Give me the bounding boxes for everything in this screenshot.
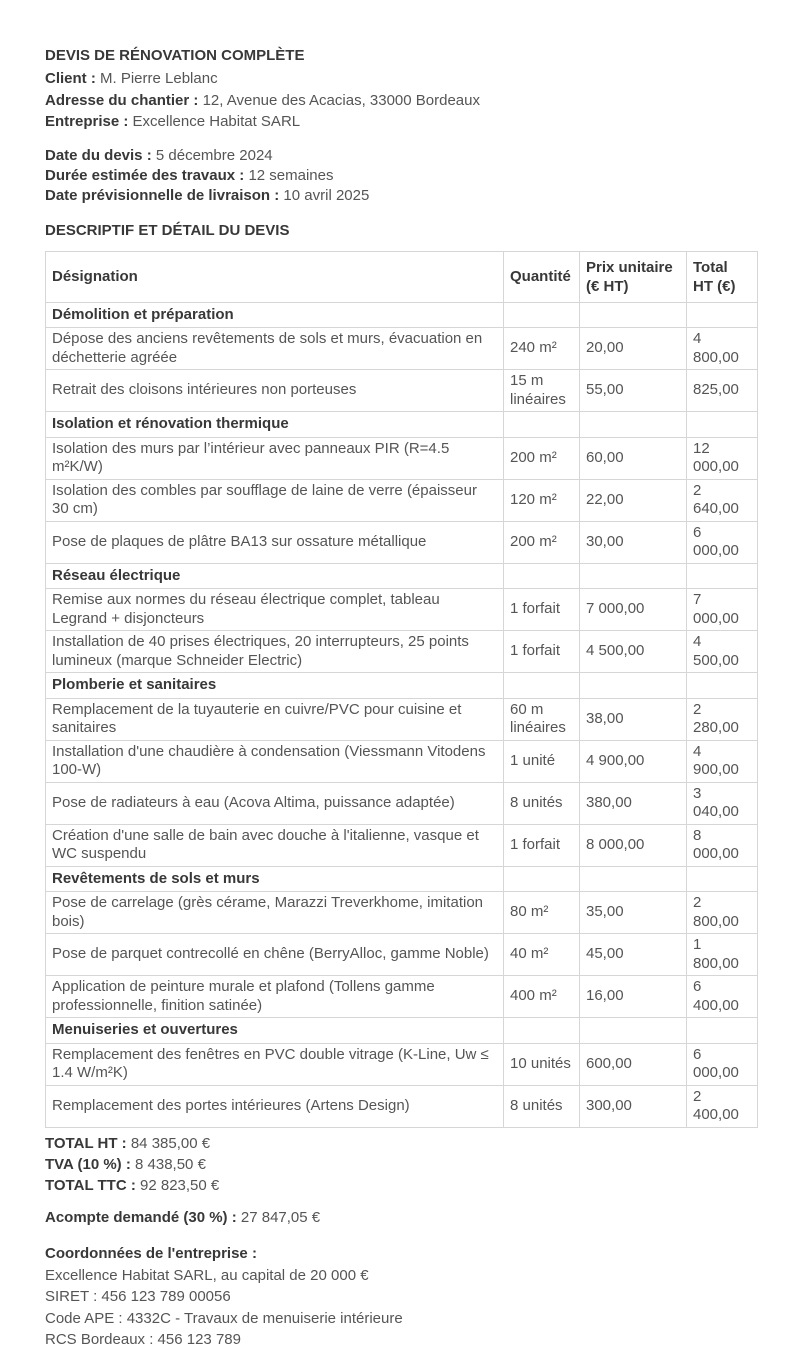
empty-cell [580,866,687,892]
unit-price-cell: 380,00 [580,782,687,824]
deposit-label: Acompte demandé (30 %) : [45,1208,237,1226]
designation-cell: Dépose des anciens revêtements de sols et murs, évacuation en déchetterie agréée [46,328,504,370]
designation-cell: Isolation des murs par l’intérieur avec panneaux PIR (R=4.5 m²K/W) [46,437,504,479]
quote-date-value: 5 décembre 2024 [155,146,273,164]
contractor-label: Entreprise : [45,113,129,130]
designation-cell: Remplacement de la tuyauterie en cuivre/PVC pour cuisine et sanitaires [46,698,504,740]
client-value: M. Pierre Leblanc [100,70,218,87]
tva-value: 8 438,50 € [135,1155,206,1173]
total-cell: 2 640,00 [687,479,758,521]
item-row [46,824,758,866]
section-row [46,1018,758,1044]
quote-table-body [46,302,758,1127]
item-row [46,479,758,521]
quote-table-header [46,251,758,302]
quote-date-line [45,146,756,166]
empty-cell [580,302,687,328]
empty-cell [687,866,758,892]
quantity-cell: 80 m² [504,892,580,934]
quantity-cell: 200 m² [504,437,580,479]
company-block [45,1243,756,1351]
header-row [46,251,758,302]
total-cell: 4 900,00 [687,740,758,782]
quantity-cell: 8 unités [504,1085,580,1127]
designation-cell: Remise aux normes du réseau électrique complet, tableau Legrand + disjoncteurs [46,589,504,631]
total-ht-label: TOTAL HT : [45,1134,127,1152]
item-row [46,934,758,976]
site-address-value: 12, Avenue des Acacias, 33000 Bordeaux [202,91,480,109]
col-header-quantity: Quantité [504,251,580,302]
item-row [46,589,758,631]
deposit-line [45,1207,756,1229]
quantity-cell: 1 forfait [504,631,580,673]
total-cell: 2 400,00 [687,1085,758,1127]
empty-cell [504,302,580,328]
total-cell: 2 800,00 [687,892,758,934]
total-cell: 4 500,00 [687,631,758,673]
unit-price-cell: 7 000,00 [580,589,687,631]
total-cell: 3 040,00 [687,782,758,824]
total-ht-value: 84 385,00 € [130,1134,211,1152]
item-row [46,976,758,1018]
total-ttc-label: TOTAL TTC : [45,1176,136,1194]
item-row [46,698,758,740]
company-siret-line: SIRET : 456 123 789 00056 [45,1288,231,1305]
section-title-cell: Isolation et rénovation thermique [46,412,504,438]
client-label: Client : [45,70,96,87]
empty-cell [687,1018,758,1044]
empty-cell [687,302,758,328]
total-cell: 6 400,00 [687,976,758,1018]
designation-cell: Installation d'une chaudière à condensation (Viessmann Vitodens 100-W) [46,740,504,782]
designation-cell: Remplacement des portes intérieures (Artens Design) [46,1085,504,1127]
unit-price-cell: 8 000,00 [580,824,687,866]
unit-price-cell: 30,00 [580,521,687,563]
tva-label: TVA (10 %) : [45,1155,131,1173]
section-title-cell: Menuiseries et ouvertures [46,1018,504,1044]
unit-price-cell: 4 500,00 [580,631,687,673]
designation-cell: Pose de radiateurs à eau (Acova Altima, puissance adaptée) [46,782,504,824]
col-header-designation: Désignation [46,251,504,302]
unit-price-cell: 38,00 [580,698,687,740]
quantity-cell: 1 forfait [504,589,580,631]
company-capital-line: Excellence Habitat SARL, au capital de 20 000 € [45,1266,369,1284]
item-row [46,328,758,370]
duration-value: 12 semaines [248,166,334,184]
item-row [46,370,758,412]
empty-cell [687,412,758,438]
unit-price-cell: 45,00 [580,934,687,976]
total-cell: 825,00 [687,370,758,412]
company-heading: Coordonnées de l'entreprise : [45,1245,257,1262]
unit-price-cell: 16,00 [580,976,687,1018]
quantity-cell: 10 unités [504,1043,580,1085]
empty-cell [580,673,687,699]
site-address-label: Adresse du chantier : [45,91,199,109]
contractor-line [45,111,756,133]
empty-cell [687,673,758,699]
delivery-date-value: 10 avril 2025 [283,186,370,204]
total-cell: 4 800,00 [687,328,758,370]
delivery-date-line [45,186,756,206]
item-row [46,782,758,824]
empty-cell [580,412,687,438]
total-cell: 7 000,00 [687,589,758,631]
dates-block [45,146,756,206]
item-row [46,631,758,673]
unit-price-cell: 35,00 [580,892,687,934]
quantity-cell: 120 m² [504,479,580,521]
tva-line [45,1154,756,1175]
client-info-block [45,68,756,133]
quote-table [45,251,758,1128]
section-row [46,412,758,438]
designation-cell: Pose de plaques de plâtre BA13 sur ossature métallique [46,521,504,563]
empty-cell [504,1018,580,1044]
col-header-unit-price: Prix unitaire (€ HT) [580,251,687,302]
unit-price-cell: 300,00 [580,1085,687,1127]
designation-cell: Installation de 40 prises électriques, 20 interrupteurs, 25 points lumineux (marque Schneider Electric) [46,631,504,673]
delivery-date-label: Date prévisionnelle de livraison : [45,186,280,204]
empty-cell [504,563,580,589]
duration-label: Durée estimée des travaux : [45,166,245,184]
company-ape-line: Code APE : 4332C - Travaux de menuiserie intérieure [45,1309,403,1327]
deposit-value: 27 847,05 € [240,1208,321,1226]
empty-cell [580,1018,687,1044]
designation-cell: Retrait des cloisons intérieures non porteuses [46,370,504,412]
total-cell: 6 000,00 [687,1043,758,1085]
designation-cell: Remplacement des fenêtres en PVC double vitrage (K-Line, Uw ≤ 1.4 W/m²K) [46,1043,504,1085]
total-cell: 1 800,00 [687,934,758,976]
item-row [46,740,758,782]
section-row [46,866,758,892]
unit-price-cell: 22,00 [580,479,687,521]
quantity-cell: 200 m² [504,521,580,563]
designation-cell: Pose de carrelage (grès cérame, Marazzi Treverkhome, imitation bois) [46,892,504,934]
document-title: DEVIS DE RÉNOVATION COMPLÈTE [45,47,305,64]
empty-cell [504,673,580,699]
section-title-cell: Plomberie et sanitaires [46,673,504,699]
total-cell: 2 280,00 [687,698,758,740]
client-line [45,68,756,90]
designation-cell: Création d'une salle de bain avec douche à l'italienne, vasque et WC suspendu [46,824,504,866]
designation-cell: Pose de parquet contrecollé en chêne (BerryAlloc, gamme Noble) [46,934,504,976]
details-section-heading: DESCRIPTIF ET DÉTAIL DU DEVIS [45,221,290,239]
duration-line [45,166,756,186]
section-row [46,302,758,328]
unit-price-cell: 600,00 [580,1043,687,1085]
contractor-value: Excellence Habitat SARL [132,113,301,130]
total-cell: 8 000,00 [687,824,758,866]
quantity-cell: 1 forfait [504,824,580,866]
section-row [46,673,758,699]
section-title-cell: Réseau électrique [46,563,504,589]
item-row [46,521,758,563]
quantity-cell: 1 unité [504,740,580,782]
empty-cell [687,563,758,589]
section-title-cell: Démolition et préparation [46,302,504,328]
company-rcs-line: RCS Bordeaux : 456 123 789 [45,1331,241,1348]
item-row [46,892,758,934]
section-row [46,563,758,589]
item-row [46,1043,758,1085]
total-cell: 12 000,00 [687,437,758,479]
unit-price-cell: 20,00 [580,328,687,370]
quote-date-label: Date du devis : [45,146,152,164]
empty-cell [504,866,580,892]
quantity-cell: 400 m² [504,976,580,1018]
total-cell: 6 000,00 [687,521,758,563]
unit-price-cell: 60,00 [580,437,687,479]
total-ttc-value: 92 823,50 € [140,1176,220,1194]
unit-price-cell: 55,00 [580,370,687,412]
total-ttc-line [45,1175,756,1196]
empty-cell [504,412,580,438]
quantity-cell: 240 m² [504,328,580,370]
unit-price-cell: 4 900,00 [580,740,687,782]
totals-block [45,1133,756,1196]
quantity-cell: 40 m² [504,934,580,976]
item-row [46,1085,758,1127]
designation-cell: Application de peinture murale et plafond (Tollens gamme professionnelle, finition satinée) [46,976,504,1018]
empty-cell [580,563,687,589]
designation-cell: Isolation des combles par soufflage de laine de verre (épaisseur 30 cm) [46,479,504,521]
quantity-cell: 15 m linéaires [504,370,580,412]
item-row [46,437,758,479]
col-header-total: Total HT (€) [687,251,758,302]
quantity-cell: 8 unités [504,782,580,824]
total-ht-line [45,1133,756,1154]
quantity-cell: 60 m linéaires [504,698,580,740]
section-title-cell: Revêtements de sols et murs [46,866,504,892]
site-address-line [45,90,756,112]
